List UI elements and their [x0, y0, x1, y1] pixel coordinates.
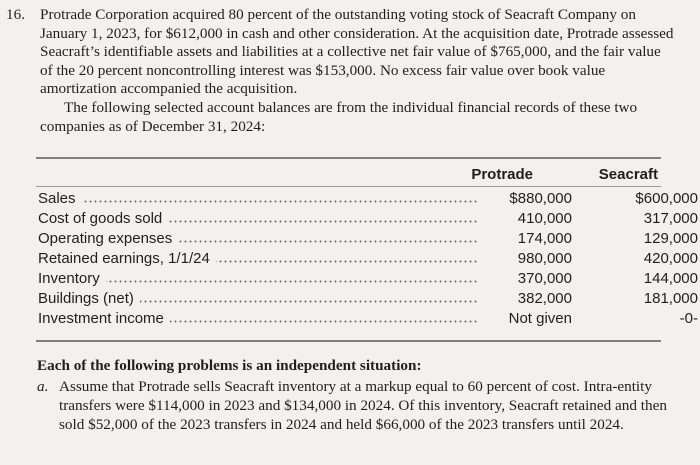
row-label: Buildings (net) [38, 290, 134, 307]
protrade-value: 370,000 [517, 270, 572, 287]
table-row-cost-of-goods-sold [38, 209, 698, 229]
table-row-buildings-net [38, 289, 698, 309]
situation-text: Assume that Protrade sells Seacraft inventory at a markup equal to 60 percent of cost. Intra-entity transfers were $114,000 in 2023 and $134,000 in 2024. Of this inventory, Seacraft retained and then sold $52,000 of the 2023 transfers in 2024 and held $66,000 of the 2023 transfers until 2024. [59, 378, 667, 433]
problem-paragraph-balances: The following selected account balances are from the individual financial records of these two companies as of December 31, 2024: [40, 98, 638, 135]
protrade-value: Not given [508, 310, 572, 327]
table-row-operating-expenses [38, 229, 698, 249]
independent-situations [37, 356, 667, 434]
protrade-value: $880,000 [509, 190, 572, 207]
column-header-seacraft: Seacraft [598, 166, 658, 183]
dot-leader [178, 235, 478, 243]
situation-letter: a. [37, 378, 49, 395]
seacraft-value: 317,000 [643, 210, 698, 227]
seacraft-value: 181,000 [643, 290, 698, 307]
seacraft-value: 420,000 [643, 250, 698, 267]
row-label: Inventory [38, 270, 100, 287]
problem-paragraph-intro: Protrade Corporation acquired 80 percent of the outstanding voting stock of Seacraft Company on January 1, 2023, for $612,000 in cash and other consideration. At the acquisition date, Protrade assessed Seacraft’s identifiable assets and liabilities at a collective net fair value of $765,000, and the fair value of the 20 percent noncontrolling interest was $153,000. No excess fair value over book value amortization accompanied the acquisition. [40, 6, 674, 98]
account-balances-table [38, 189, 698, 329]
problem-statement [6, 6, 674, 136]
dot-leader [140, 295, 478, 303]
row-label: Cost of goods sold [38, 210, 163, 227]
dot-leader [170, 315, 478, 323]
column-header-protrade: Protrade [471, 166, 533, 183]
dot-leader [82, 195, 478, 203]
protrade-value: 174,000 [517, 230, 572, 247]
table-top-rule [36, 157, 661, 159]
problem-number: 16. [6, 6, 25, 23]
row-label: Operating expenses [38, 230, 173, 247]
seacraft-value: -0- [679, 310, 698, 327]
dot-leader [216, 255, 478, 263]
seacraft-value: 144,000 [643, 270, 698, 287]
row-label: Sales [38, 190, 76, 207]
protrade-value: 382,000 [517, 290, 572, 307]
row-label: Retained earnings, 1/1/24 [38, 250, 210, 267]
table-bottom-rule [36, 340, 661, 342]
protrade-value: 410,000 [517, 210, 572, 227]
table-row-sales [38, 189, 698, 209]
dot-leader [106, 275, 478, 283]
situation-item-a [37, 377, 667, 434]
table-row-retained-earnings [38, 249, 698, 269]
protrade-value: 980,000 [517, 250, 572, 267]
table-row-investment-income [38, 309, 698, 329]
table-header-rule [36, 186, 661, 187]
seacraft-value: $600,000 [635, 190, 698, 207]
table-row-inventory [38, 269, 698, 289]
dot-leader [168, 215, 478, 223]
seacraft-value: 129,000 [643, 230, 698, 247]
row-label: Investment income [38, 310, 164, 327]
situations-heading: Each of the following problems is an independent situation: [37, 357, 422, 374]
